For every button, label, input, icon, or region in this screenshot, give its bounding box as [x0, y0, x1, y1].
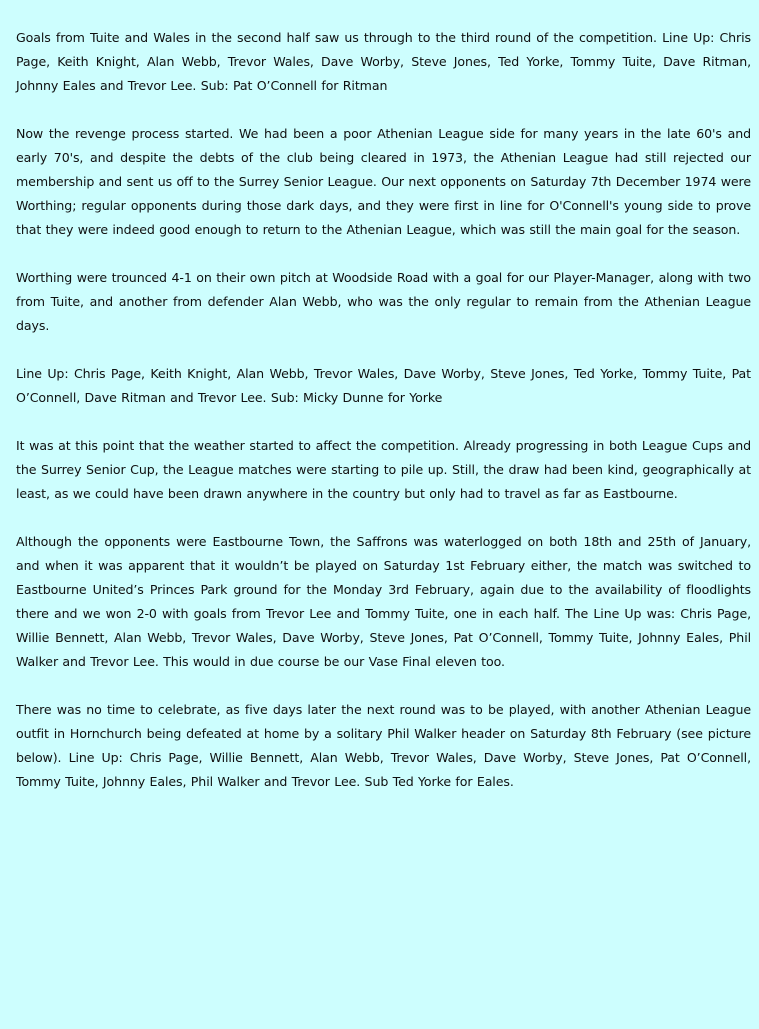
paragraph-weather: It was at this point that the weather started to affect the competition. Already progressing in both League Cups and the Surrey Senior Cup, the League matches were starting to pile up. Still, the draw had been kind, geographically at least, as we could have been drawn anywhere in the country but only had to travel as far as Eastbourne.: [16, 438, 751, 501]
paragraph-revenge-process: Now the revenge process started. We had been a poor Athenian League side for many years in the late 60's and early 70's, and despite the debts of the club being cleared in 1973, the Athenian League had still rejected our membership and sent us off to the Surrey Senior League. Our next opponents on Saturday 7th December 1974 were Worthing; regular opponents during those dark days, and they were first in line for O'Connell's young side to prove that they were indeed good enough to return to the Athenian League, which was still the main goal for the season.: [16, 126, 751, 237]
paragraph-third-round-result: Goals from Tuite and Wales in the second half saw us through to the third round of the competition. Line Up: Chris Page, Keith Knight, Alan Webb, Trevor Wales, Dave Worby, Steve Jones, Ted Yorke, Tommy Tuite, Dave Ritman, Johnny Eales and Trevor Lee. Sub: Pat O’Connell for Ritman: [16, 30, 751, 93]
paragraph-hornchurch-match: There was no time to celebrate, as five days later the next round was to be played, with another Athenian League outfit in Hornchurch being defeated at home by a solitary Phil Walker header on Saturday 8th February (see picture below). Line Up: Chris Page, Willie Bennett, Alan Webb, Trevor Wales, Dave Worby, Steve Jones, Pat O’Connell, Tommy Tuite, Johnny Eales, Phil Walker and Trevor Lee. Sub Ted Yorke for Eales.: [16, 702, 751, 789]
paragraph-worthing-lineup: Line Up: Chris Page, Keith Knight, Alan Webb, Trevor Wales, Dave Worby, Steve Jones, Ted Yorke, Tommy Tuite, Pat O’Connell, Dave Ritman and Trevor Lee. Sub: Micky Dunne for Yorke: [16, 366, 751, 405]
paragraph-worthing-result: Worthing were trounced 4-1 on their own pitch at Woodside Road with a goal for our Player-Manager, along with two from Tuite, and another from defender Alan Webb, who was the only regular to remain from the Athenian League days.: [16, 270, 751, 333]
paragraph-eastbourne-match: Although the opponents were Eastbourne Town, the Saffrons was waterlogged on both 18th and 25th of January, and when it was apparent that it wouldn’t be played on Saturday 1st February either, the match was switched to Eastbourne United’s Princes Park ground for the Monday 3rd February, again due to the availability of floodlights there and we won 2-0 with goals from Trevor Lee and Tommy Tuite, one in each half. The Line Up was: Chris Page, Willie Bennett, Alan Webb, Trevor Wales, Dave Worby, Steve Jones, Pat O’Connell, Tommy Tuite, Johnny Eales, Phil Walker and Trevor Lee. This would in due course be our Vase Final eleven too.: [16, 534, 751, 669]
